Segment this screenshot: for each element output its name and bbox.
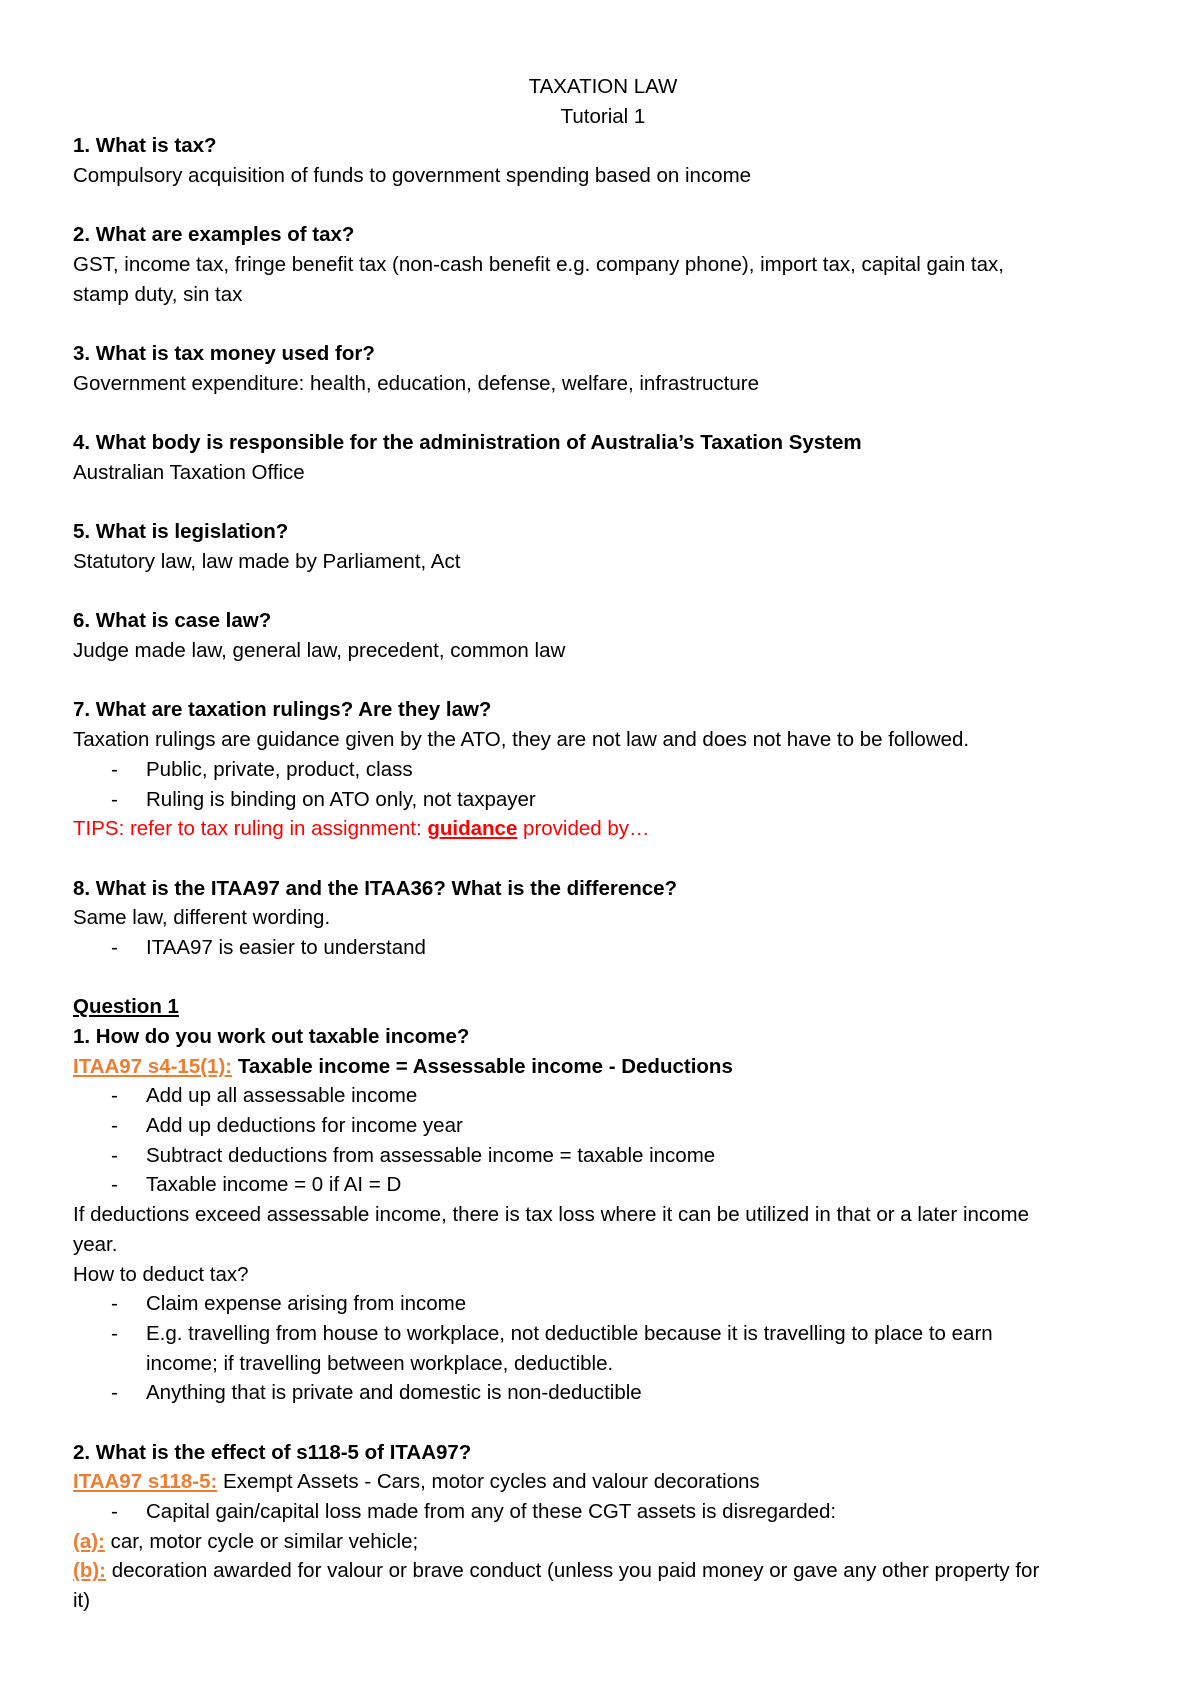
answer-text: it) [73, 1589, 91, 1613]
question-heading: 1. How do you work out taxable income? [73, 1025, 470, 1048]
bullet-continuation: income; if travelling between workplace, deductible. [146, 1351, 614, 1375]
answer-text: Compulsory acquisition of funds to government spending based on income [73, 164, 752, 188]
question-heading: 4. What body is responsible for the administration of Australia’s Taxation System [73, 431, 862, 455]
bullet-item: - Anything that is private and domestic is non-deductible [111, 1381, 642, 1405]
question-heading: 5. What is legislation? [73, 520, 289, 544]
itaa97-s4-15-link[interactable]: ITAA97 s4-15(1): [73, 1054, 233, 1078]
question-heading: 1. What is tax? [73, 134, 217, 158]
question-heading: 8. What is the ITAA97 and the ITAA36? What is the difference? [73, 876, 678, 900]
answer-text: Judge made law, general law, precedent, common law [73, 639, 566, 663]
subsection-b-link[interactable]: (b): [73, 1559, 107, 1583]
document-page [73, 72, 1133, 1616]
subsection-b: (b): decoration awarded for valour or brave conduct (unless you paid money or gave any other property for [73, 1559, 1040, 1583]
question-heading: 6. What is case law? [73, 609, 272, 633]
tips-note: TIPS: refer to tax ruling in assignment: guidance provided by… [73, 817, 650, 841]
section-heading: Question 1 [73, 995, 179, 1019]
answer-text: Government expenditure: health, education, defense, welfare, infrastructure [73, 371, 760, 395]
question-heading: 2. What is the effect of s118-5 of ITAA97? [73, 1440, 472, 1464]
bullet-item: - Add up deductions for income year [111, 1114, 463, 1138]
legislation-reference: ITAA97 s118-5: Exempt Assets - Cars, motor cycles and valour decorations [73, 1470, 760, 1494]
subsection-a-link[interactable]: (a): [73, 1529, 105, 1553]
bullet-item: - Subtract deductions from assessable income = taxable income [111, 1143, 716, 1167]
document-subtitle: Tutorial 1 [560, 104, 646, 128]
question-heading: 3. What is tax money used for? [73, 342, 375, 366]
answer-text: stamp duty, sin tax [73, 282, 243, 306]
bullet-item: - Add up all assessable income [111, 1084, 418, 1108]
answer-text: Statutory law, law made by Parliament, Act [73, 550, 461, 573]
answer-text: Same law, different wording. [73, 906, 331, 930]
question-heading: 2. What are examples of tax? [73, 223, 355, 247]
answer-text: Taxation rulings are guidance given by the ATO, they are not law and does not have to be followed. [73, 728, 970, 752]
bullet-item: - E.g. travelling from house to workplace, not deductible because it is travelling to place to earn [111, 1321, 993, 1345]
guidance-link[interactable]: guidance [427, 817, 518, 841]
bullet-item: - Claim expense arising from income [111, 1292, 467, 1316]
answer-text: Australian Taxation Office [73, 460, 305, 484]
subsection-a: (a): car, motor cycle or similar vehicle; [73, 1529, 419, 1553]
answer-text: GST, income tax, fringe benefit tax (non-cash benefit e.g. company phone), import tax, capital gain tax, [73, 253, 1004, 277]
answer-text: If deductions exceed assessable income, there is tax loss where it can be utilized in that or a later income [73, 1203, 1030, 1227]
bullet-item: - Ruling is binding on ATO only, not taxpayer [111, 787, 536, 811]
bullet-item: - ITAA97 is easier to understand [111, 935, 426, 959]
question-heading: 7. What are taxation rulings? Are they law? [73, 698, 492, 722]
bullet-item: - Taxable income = 0 if AI = D [111, 1173, 402, 1197]
itaa97-s118-5-link[interactable]: ITAA97 s118-5: [73, 1470, 218, 1494]
bullet-item: - Capital gain/capital loss made from any of these CGT assets is disregarded: [111, 1500, 837, 1523]
legislation-reference: ITAA97 s4-15(1): Taxable income = Assessable income - Deductions [73, 1054, 733, 1078]
answer-text: How to deduct tax? [73, 1262, 249, 1286]
document-title: TAXATION LAW [528, 75, 678, 98]
answer-text: year. [73, 1232, 118, 1256]
bullet-item: - Public, private, product, class [111, 757, 413, 781]
